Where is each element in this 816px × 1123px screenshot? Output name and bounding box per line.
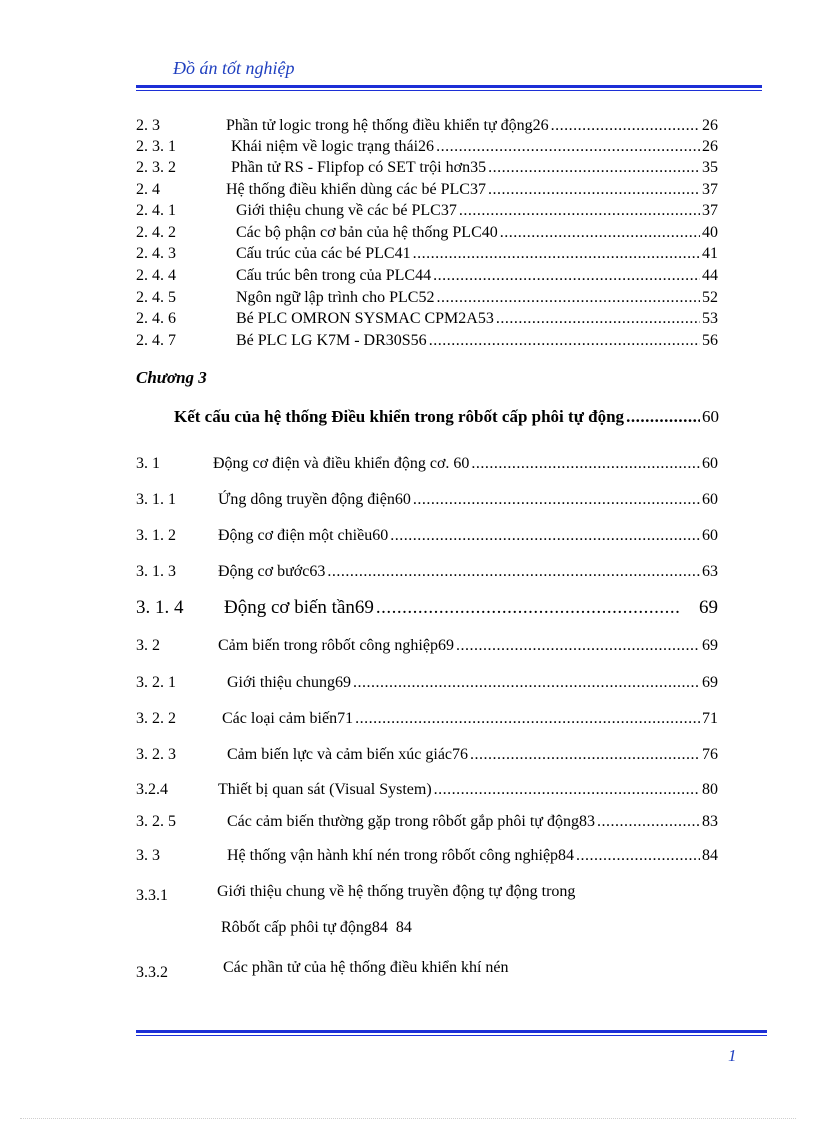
chapter-page: 60 — [702, 407, 719, 426]
toc-entry-title: Bé PLC LG K7M - DR30S56 — [236, 332, 427, 349]
toc-entry-number: 3. 1. 4 — [136, 597, 184, 618]
toc-entry-page: 60 — [702, 527, 718, 544]
toc-entry-multiline — [136, 884, 718, 944]
toc-entry-page: 52 — [702, 289, 718, 306]
toc-entry — [136, 116, 718, 136]
toc-entry-page: 37 — [702, 202, 718, 219]
toc-entry-number: 2. 4. 5 — [136, 289, 176, 306]
toc-entry-number: 2. 4. 3 — [136, 245, 176, 262]
toc-entry-title-line2: Rôbốt cấp phôi tự động84 — [221, 919, 388, 936]
toc-entry-title: Động cơ biến tần69 — [224, 597, 374, 618]
toc-entry-number: 3. 1. 3 — [136, 563, 176, 580]
toc-entry-number: 3. 2. 1 — [136, 674, 176, 691]
toc-entry-page: 69 — [702, 637, 718, 654]
toc-entry-page: 84 — [395, 919, 412, 936]
toc-entry — [136, 812, 718, 832]
chapter-title-line — [174, 406, 719, 428]
toc-entry-title: Động cơ điện và điều khiển động cơ. 60 — [213, 455, 470, 472]
toc-entry-title: Phần tử RS - Flipfop có SET trội hơn35 — [231, 159, 487, 176]
toc-entry-page: 60 — [702, 455, 718, 472]
toc-entry-page: 83 — [702, 813, 718, 830]
toc-entry-title: Ứng dông truyền động điện60 — [218, 491, 411, 508]
toc-entry-title: Cấu trúc bên trong của PLC44 — [236, 267, 432, 284]
toc-entry-title: Cảm biến lực và cảm biến xúc giác76 — [227, 746, 469, 763]
toc-entry — [136, 454, 718, 474]
toc-entry-title: Cấu trúc của các bé PLC41 — [236, 245, 411, 262]
toc-entry-page: 40 — [702, 224, 718, 241]
toc-entry — [136, 846, 718, 866]
toc-entry-number: 2. 3. 2 — [136, 159, 176, 176]
toc-entry-number: 3.3.1 — [136, 887, 168, 904]
chapter-label: Chương 3 — [136, 368, 207, 387]
toc-entry-title: Bé PLC OMRON SYSMAC CPM2A53 — [236, 310, 494, 327]
toc-entry-page: 84 — [702, 847, 718, 864]
toc-entry-title: Hệ thống vận hành khí nén trong rôbốt công nghiệp84 — [227, 847, 575, 864]
toc-entry-number: 2. 4. 2 — [136, 224, 176, 241]
toc-entry-large — [136, 596, 718, 620]
toc-entry-page: 69 — [702, 674, 718, 691]
toc-entry-title: Các cảm biến thường gặp trong rôbốt gắp phôi tự động83 — [227, 813, 595, 830]
toc-entry — [136, 223, 718, 243]
toc-entry-page: 26 — [702, 117, 718, 134]
toc-entry-page: 76 — [702, 746, 718, 763]
toc-entry-number: 3.2.4 — [136, 781, 168, 798]
toc-entry-number: 2. 3. 1 — [136, 138, 176, 155]
toc-entry — [136, 331, 718, 351]
toc-entry-page: 41 — [702, 245, 718, 262]
toc-entry — [136, 244, 718, 264]
toc-entry-page: 44 — [702, 267, 718, 284]
toc-entry — [136, 526, 718, 546]
toc-entry-number: 3.3.2 — [136, 964, 168, 981]
toc-entry — [136, 636, 718, 656]
toc-entry-title: Hệ thống điều khiển dùng các bé PLC37 — [226, 181, 486, 198]
toc-entry-title: Các loại cảm biến71 — [222, 710, 354, 727]
toc-entry-number: 2. 4. 4 — [136, 267, 176, 284]
toc-entry — [136, 745, 718, 765]
toc-entry-number: 2. 4. 1 — [136, 202, 176, 219]
toc-entry-number: 3. 2. 2 — [136, 710, 176, 727]
toc-entry — [136, 673, 718, 693]
toc-entry — [136, 201, 718, 221]
toc-entry-number: 3. 1. 2 — [136, 527, 176, 544]
toc-entry-title: Động cơ điện một chiều60 — [218, 527, 389, 544]
toc-entry-title: Cảm biến trong rôbốt công nghiệp69 — [218, 637, 454, 654]
toc-entry-title: Phần tử logic trong hệ thống điều khiển tự động26 — [226, 117, 549, 134]
toc-entry-number: 2. 4. 7 — [136, 332, 176, 349]
page-edge-divider — [20, 1118, 796, 1119]
toc-entry-number: 2. 4 — [136, 181, 160, 198]
toc-entry-page: 63 — [702, 563, 718, 580]
toc-entry-page: 60 — [702, 491, 718, 508]
toc-entry-title: Các bộ phận cơ bản của hệ thống PLC40 — [236, 224, 498, 241]
toc-entry — [136, 158, 718, 178]
toc-entry-page: 69 — [699, 597, 718, 618]
toc-entry-page: 80 — [702, 781, 718, 798]
toc-entry-number: 3. 2 — [136, 637, 160, 654]
footer-rule — [136, 1030, 767, 1036]
toc-entry-number: 3. 2. 5 — [136, 813, 176, 830]
toc-entry-title-line1: Giới thiệu chung về hệ thống truyền động tự động trong — [217, 883, 576, 900]
toc-entry — [136, 562, 718, 582]
toc-entry-number: 3. 1 — [136, 455, 160, 472]
toc-entry-title: Khái niệm về logic trạng thái26 — [231, 138, 435, 155]
toc-entry — [136, 709, 718, 729]
toc-entry-number: 2. 4. 6 — [136, 310, 176, 327]
chapter-title: Kết cấu của hệ thống Điều khiển trong rôbốt cấp phôi tự động — [174, 407, 625, 426]
page-number: 1 — [728, 1046, 737, 1065]
toc-entry-number: 3. 1. 1 — [136, 491, 176, 508]
toc-entry-title: Các phần tử của hệ thống điều khiển khí nén — [223, 959, 509, 976]
toc-entry-title: Ngôn ngữ lập trình cho PLC52 — [236, 289, 435, 306]
toc-entry-title: Giới thiệu chung về các bé PLC37 — [236, 202, 457, 219]
toc-entry — [136, 780, 718, 800]
toc-entry-title: Thiết bị quan sát (Visual System) — [218, 781, 432, 798]
toc-entry — [136, 309, 718, 329]
toc-entry — [136, 288, 718, 308]
toc-entry — [136, 137, 718, 157]
toc-entry-number: 2. 3 — [136, 117, 160, 134]
toc-entry-page: 53 — [702, 310, 718, 327]
page-header-title: Đồ án tốt nghiệp — [173, 58, 295, 78]
toc-entry-page: 26 — [702, 138, 718, 155]
toc-entry-page: 71 — [702, 710, 718, 727]
toc-entry-title: Giới thiệu chung69 — [227, 674, 351, 691]
toc-entry-number: 3. 3 — [136, 847, 160, 864]
toc-entry-page: 37 — [702, 181, 718, 198]
toc-entry-title: Động cơ bước63 — [218, 563, 326, 580]
toc-entry-page: 56 — [702, 332, 718, 349]
toc-entry-number: 3. 2. 3 — [136, 746, 176, 763]
toc-entry — [136, 960, 718, 980]
toc-entry — [136, 266, 718, 286]
toc-entry-page: 35 — [702, 159, 718, 176]
toc-entry — [136, 490, 718, 510]
toc-entry — [136, 180, 718, 200]
